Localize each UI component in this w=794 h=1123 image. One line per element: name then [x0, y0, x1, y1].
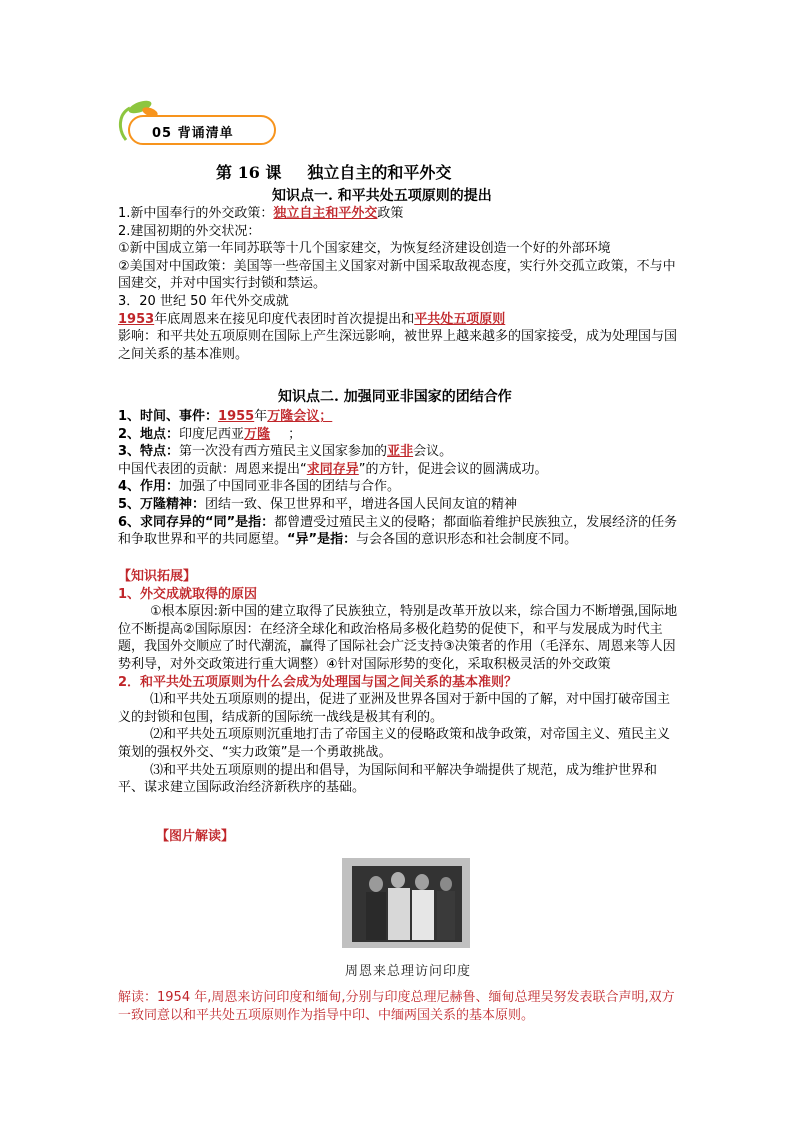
kp2-r4-answer: 求同存异 — [306, 461, 359, 477]
picture-reading-text — [118, 989, 678, 1024]
photo-caption: 周恩来总理访问印度 — [344, 964, 471, 979]
ext-q1: 1、外交成就取得的原因 — [118, 586, 258, 602]
kp2-r2-label: 2、地点： — [118, 426, 180, 442]
kp2-r6-text: 团结一致、保卫世界和平，增进各国人民间友谊的精神 — [205, 496, 518, 512]
kp2-r5-label: 4、作用： — [118, 479, 180, 495]
kp2-r3-text: 第一次没有西方殖民主义国家参加的 — [179, 444, 388, 460]
kp1-line2: 2.建国初期的外交状况： — [118, 223, 261, 239]
kp2-r7-label: 6、求同存异的“同”是指： — [118, 514, 275, 530]
kp2-r1-year: 1955 — [218, 409, 255, 424]
reading-text: 1954 年,周恩来访问印度和缅甸,分别与印度总理尼赫鲁、缅甸总理吴努发表联合声明,双方一致同意以和平共处五项原则作为指导中印、中缅两国关系的基本原则。 — [118, 990, 675, 1023]
kp2-r4-end: ”的方针，促进会议的圆满成功。 — [358, 461, 548, 477]
kp1-l1-prefix: 1.新中国奉行的外交政策： — [118, 206, 274, 221]
kp2-row5 — [118, 478, 678, 496]
photo-zhou-enlai-india — [342, 858, 470, 948]
kp2-r2-answer: 万隆 — [244, 426, 271, 442]
kp2-r1-mid: 年 — [254, 409, 268, 424]
extension-section — [118, 568, 678, 797]
kp1-l6-year: 1953 — [118, 311, 155, 327]
kp1-line4: ②美国对中国政策：美国等一些帝国主义国家对新中国采取敌视态度，实行外交孤立政策，不与中国建交，并对中国实行封锁和禁运。 — [118, 258, 676, 292]
kp1-line6 — [118, 311, 678, 329]
lesson-title — [216, 160, 451, 183]
kp1-line3: ①新中国成立第一年同苏联等十几个国家建交，为恢复经济建设创造一个好的外部环境 — [118, 241, 611, 257]
kp2-r3-answer: 亚非 — [387, 444, 414, 460]
kp2-r6-label: 5、万隆精神： — [118, 496, 206, 512]
kp1-l1-answer: 独立自主和平外交 — [273, 206, 378, 221]
kp2-row3 — [118, 443, 678, 461]
ext-a2-2: ⑵和平共处五项原则沉重地打击了帝国主义的侵略政策和战争政策，对帝国主义、殖民主义策划的强权外交、“实力政策”是一个勇敢挑战。 — [118, 727, 671, 760]
kp2-heading: 知识点二. 加强同亚非国家的团结合作 — [278, 389, 512, 405]
kp2-r3-label: 3、特点： — [118, 444, 180, 460]
kp2-row4 — [118, 461, 678, 479]
ext-a2-1: ⑴和平共处五项原则的提出，促进了亚洲及世界各国对于新中国的了解，对中国打破帝国主义的封锁和包围，结成新的国际统一战线是极其有利的。 — [118, 692, 671, 725]
kp1-line7: 影响：和平共处五项原则在国际上产生深远影响，被世界上越来越多的国家接受，成为处理国与国之间关系的基本准则。 — [118, 329, 678, 362]
kp2-r2-text: 印度尼西亚 — [179, 426, 245, 442]
ext-q2: 2．和平共处五项原则为什么会成为处理国与国之间关系的基本准则？ — [118, 674, 518, 690]
ext-a2-3: ⑶和平共处五项原则的提出和倡导，为国际间和平解决争端提供了规范，成为维护世界和平、谋求建立国际政治经济新秩序的基础。 — [118, 762, 658, 796]
kp2-r5-text: 加强了中国同亚非各国的团结与合作。 — [179, 479, 401, 495]
picture-reading — [118, 989, 678, 1024]
kp2-r3-end: 会议。 — [413, 444, 453, 460]
kp2-r4-text: 中国代表团的贡献：周恩来提出“ — [118, 461, 307, 477]
kp2-r1-answer: 万隆会议； — [267, 409, 333, 424]
kp1-heading: 知识点一. 和平共处五项原则的提出 — [272, 188, 492, 204]
ext-heading: 【知识拓展】 — [118, 569, 197, 584]
kp2-row7 — [118, 514, 678, 549]
kp2-content — [118, 408, 678, 549]
kp2-r1-label: 1、时间、事件： — [118, 409, 219, 424]
kp2-r2-end: ； — [288, 426, 302, 442]
kp1-l1-suffix: 政策 — [377, 206, 404, 221]
kp2-row6 — [118, 496, 678, 514]
kp2-r7-text2: 与会各国的意识形态和社会制度不同。 — [356, 532, 578, 548]
picture-heading: 【图片解读】 — [156, 829, 235, 844]
kp1-line5: 3．20 世纪 50 年代外交成就 — [118, 293, 289, 309]
ext-a1: ①根本原因:新中国的建立取得了民族独立，特别是改革开放以来，综合国力不断增强,国际地位不断提高②国际原因：在经济全球化和政治格局多极化趋势的促使下，和平与发展成为时代主题，我国外交顺应了时代潮流，赢得了国际社会广泛支持③决策者的作用（毛泽东、周恩来等人因势利导，对外交政策进行重大调整）④针对国际形势的变化，采取积极灵活的外交政策 — [118, 604, 678, 672]
kp1-l6-answer: 平共处五项原则 — [414, 311, 506, 327]
lesson-number: 第 16 课 — [216, 163, 282, 182]
kp1-l6-mid: 年底周恩来在接见印度代表团时首次提提出和 — [154, 311, 415, 327]
badge-label: 05 背诵清单 — [152, 126, 234, 141]
kp2-r7-text: 都曾遭受过殖民主义的侵略；都面临着维护民族独立，发展经济的任务和争取世界和平的共同愿望。 — [118, 514, 678, 548]
reading-label: 解读： — [118, 990, 158, 1005]
kp2-r7-label2: “异”是指： — [287, 532, 357, 548]
kp1-line1 — [118, 205, 678, 223]
kp2-row2 — [118, 426, 678, 444]
lesson-name: 独立自主的和平外交 — [307, 163, 452, 182]
picture-heading-wrap — [156, 828, 356, 846]
kp1-content — [118, 205, 678, 363]
kp2-row1 — [118, 408, 678, 426]
